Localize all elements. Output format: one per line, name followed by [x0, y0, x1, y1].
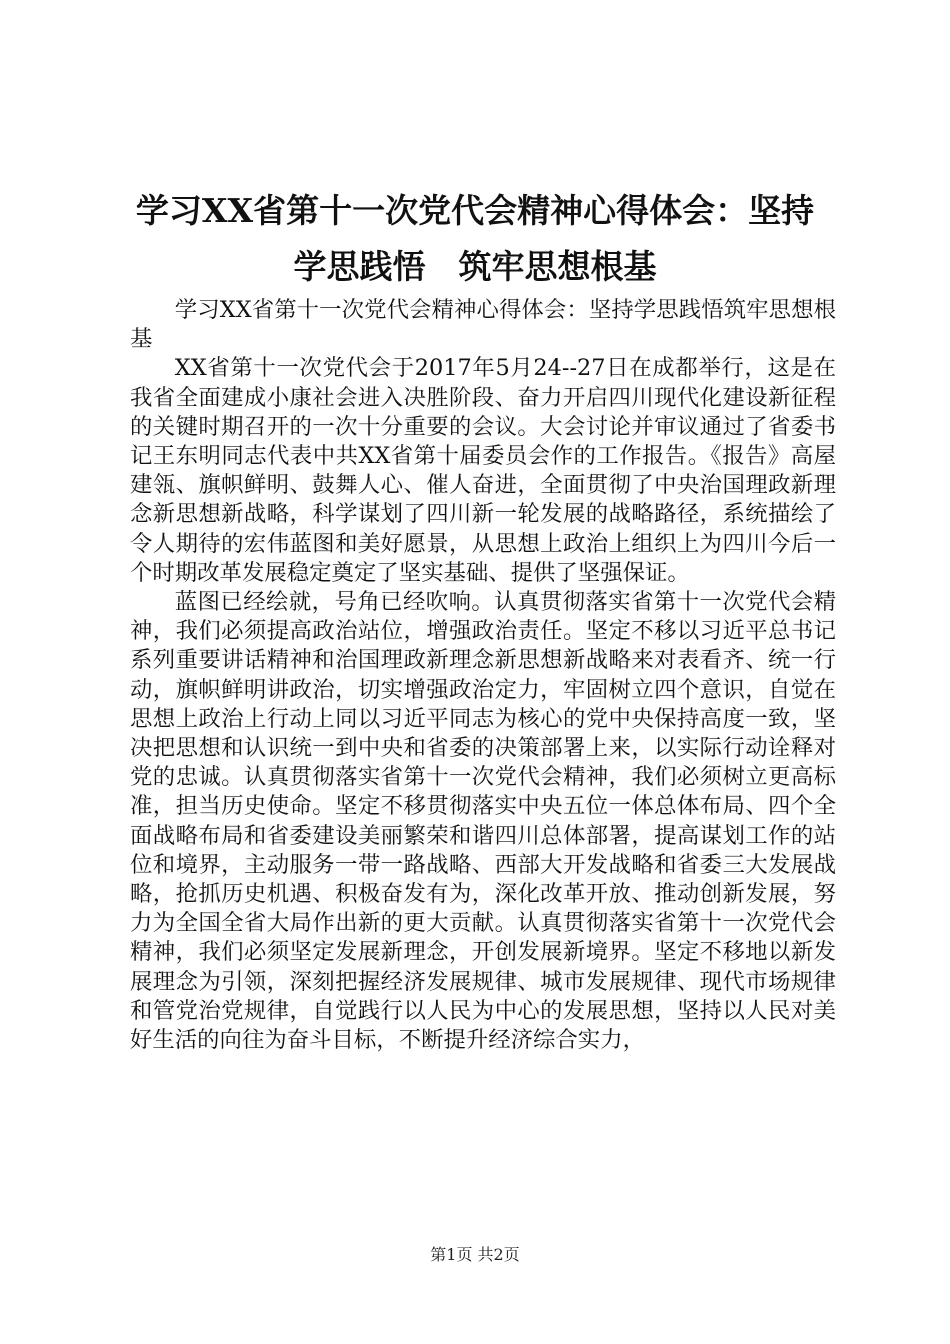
page-footer: 第1页 共2页: [430, 1245, 520, 1264]
document-body: [130, 296, 836, 1055]
document-title: 学习XX省第十一次党代会精神心得体会：坚持学思践悟 筑牢思想根基: [135, 191, 815, 286]
paragraph-intro: XX省第十一次党代会于2017年5月24--27日在成都举行，这是在我省全面建成小康社会进入决胜阶段、奋力开启四川现代化建设新征程的关键时期召开的一次十分重要的会议。大会讨论并审议通过了省委书记王东明同志代表中共XX省第十届委员会作的工作报告。《报告》高屋建瓴、旗帜鲜明、鼓舞人心、催人奋进，全面贯彻了中央治国理政新理念新思想新战略，科学谋划了四川新一轮发展的战略路径，系统描绘了令人期待的宏伟蓝图和美好愿景，从思想上政治上组织上为四川今后一个时期改革发展稳定奠定了坚实基础、提供了坚强保证。: [130, 355, 836, 586]
paragraph-subtitle: 学习XX省第十一次党代会精神心得体会：坚持学思践悟筑牢思想根基: [130, 297, 836, 353]
paragraph-main: 蓝图已经绘就，号角已经吹响。认真贯彻落实省第十一次党代会精神，我们必须提高政治站位，增强政治责任。坚定不移以习近平总书记系列重要讲话精神和治国理政新理念新思想新战略来对表看齐、统一行动，旗帜鲜明讲政治，切实增强政治定力，牢固树立四个意识，自觉在思想上政治上行动上同以习近平同志为核心的党中央保持高度一致，坚决把思想和认识统一到中央和省委的决策部署上来，以实际行动诠释对党的忠诚。认真贯彻落实省第十一次党代会精神，我们必须树立更高标准，担当历史使命。坚定不移贯彻落实中央五位一体总体布局、四个全面战略布局和省委建设美丽繁荣和谐四川总体部署，提高谋划工作的站位和境界，主动服务一带一路战略、西部大开发战略和省委三大发展战略，抢抓历史机遇、积极奋发有为，深化改革开放、推动创新发展，努力为全国全省大局作出新的更大贡献。认真贯彻落实省第十一次党代会精神，我们必须坚定发展新理念，开创发展新境界。坚定不移地以新发展理念为引领，深刻把握经济发展规律、城市发展规律、现代市场规律和管党治党规律，自觉践行以人民为中心的发展思想，坚持以人民对美好生活的向往为奋斗目标，不断提升经济综合实力，: [130, 589, 836, 1054]
